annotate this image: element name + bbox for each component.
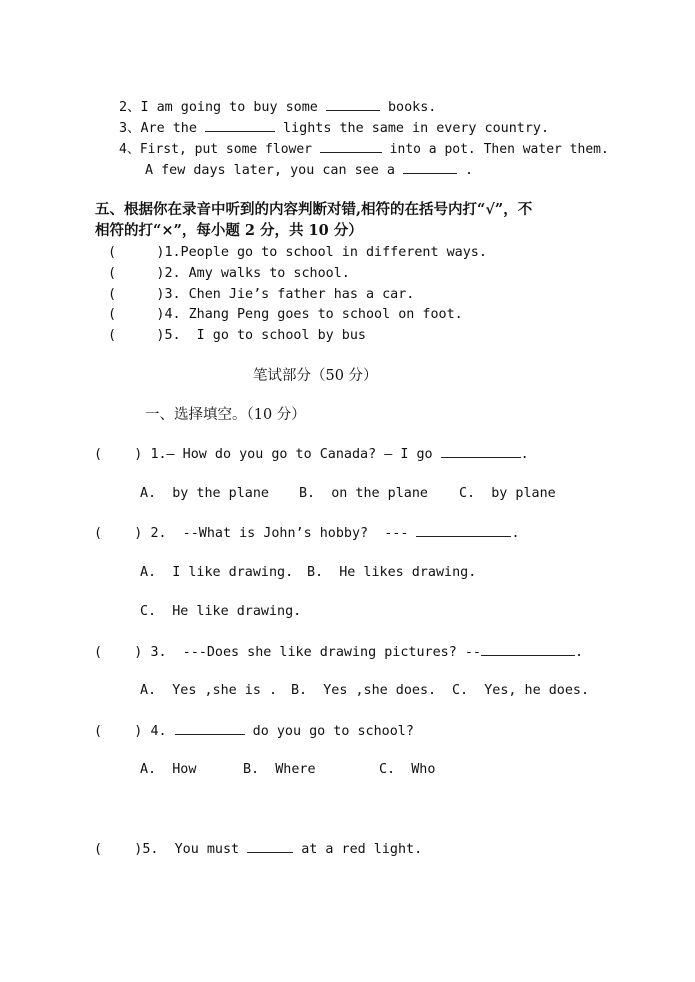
question-end: . [511,526,520,541]
written-part-title: 笔试部分（50 分） [253,368,378,384]
question-stem: do you go to school? [244,724,414,739]
question-stem: 1.— How do you go to Canada? — I go [150,447,433,462]
fill-question-2 [119,98,436,117]
fill-question-3 [119,119,549,138]
answer-bracket: ( ) [94,526,143,541]
fill-question-4 [119,140,609,159]
listening-item-5 [108,327,366,345]
question-text: A few days later, you can see a [145,163,395,178]
mc-question-2 [94,524,520,543]
statement-text: 1.People go to school in different ways. [164,245,487,260]
statement-text: 5. I go to school by bus [164,328,366,343]
question-text: 4、First, put some flower [119,142,313,157]
answer-bracket: ( ) [108,307,165,322]
mc-q4-option-c: C. Who [379,762,436,777]
question-stem: 4. [150,724,167,739]
mc-q2-option-c: C. He like drawing. [140,604,302,619]
mc-q3-option-c: C. Yes, he does. [452,683,590,698]
answer-bracket: ( ) [108,287,165,302]
statement-text: 3. Chen Jie’s father has a car. [164,287,415,302]
question-text: into a pot. Then water them. [381,142,609,157]
section-one-heading: 一、选择填空。（10 分） [145,407,306,423]
mc-q1-option-c: C. by plane [459,486,556,501]
answer-blank [403,161,457,174]
listening-item-2 [108,265,350,283]
answer-blank [326,98,380,111]
question-text: . [456,163,474,178]
mc-q2-option-b: B. He likes drawing. [307,565,477,580]
answer-bracket: ( ) [108,328,165,343]
question-end: . [520,447,529,462]
section-five-heading-line1: 五、根据你在录音中听到的内容判断对错,相符的在括号内打“√”，不 [95,201,533,218]
answer-bracket: ( ) [94,724,143,739]
mc-q4-option-a: A. How [140,762,197,777]
listening-item-1 [108,244,487,262]
answer-blank [175,722,245,735]
question-stem: at a red light. [293,842,423,857]
question-stem: 3. ---Does she like drawing pictures? -- [150,645,481,660]
answer-bracket: ( ) [94,645,143,660]
mc-q2-option-a: A. I like drawing. [140,565,294,580]
answer-blank [481,643,575,656]
answer-blank [416,524,511,537]
mc-question-1 [94,445,529,464]
mc-q3-option-b: B. Yes ,she does. [291,683,437,698]
listening-item-3 [108,286,414,304]
mc-q1-option-a: A. by the plane [140,486,269,501]
answer-blank [441,445,521,458]
question-text: books. [379,100,437,115]
statement-text: 2. Amy walks to school. [164,266,350,281]
answer-bracket: ( ) [94,842,143,857]
statement-text: 4. Zhang Peng goes to school on foot. [164,307,463,322]
answer-bracket: ( ) [94,447,143,462]
mc-q3-option-a: A. Yes ,she is . [140,683,278,698]
answer-blank [247,840,293,853]
answer-blank [320,140,382,153]
question-text: lights the same in every country. [274,121,550,136]
answer-blank [205,119,275,132]
mc-question-4 [94,722,414,741]
fill-question-4-continued [145,161,473,180]
question-end: . [574,645,584,660]
section-five-heading-line2: 相符的打“×”，每小题 2 分，共 10 分） [95,222,363,239]
question-text: 2、I am going to buy some [119,100,318,115]
answer-bracket: ( ) [108,266,165,281]
mc-question-3 [94,643,583,662]
question-stem: 2. --What is John’s hobby? --- [150,526,409,541]
question-stem: 5. You must [142,842,240,857]
listening-item-4 [108,306,463,324]
mc-q1-option-b: B. on the plane [299,486,428,501]
answer-bracket: ( ) [108,245,165,260]
mc-q4-option-b: B. Where [243,762,316,777]
question-text: 3、Are the [119,121,197,136]
mc-question-5 [94,840,422,859]
